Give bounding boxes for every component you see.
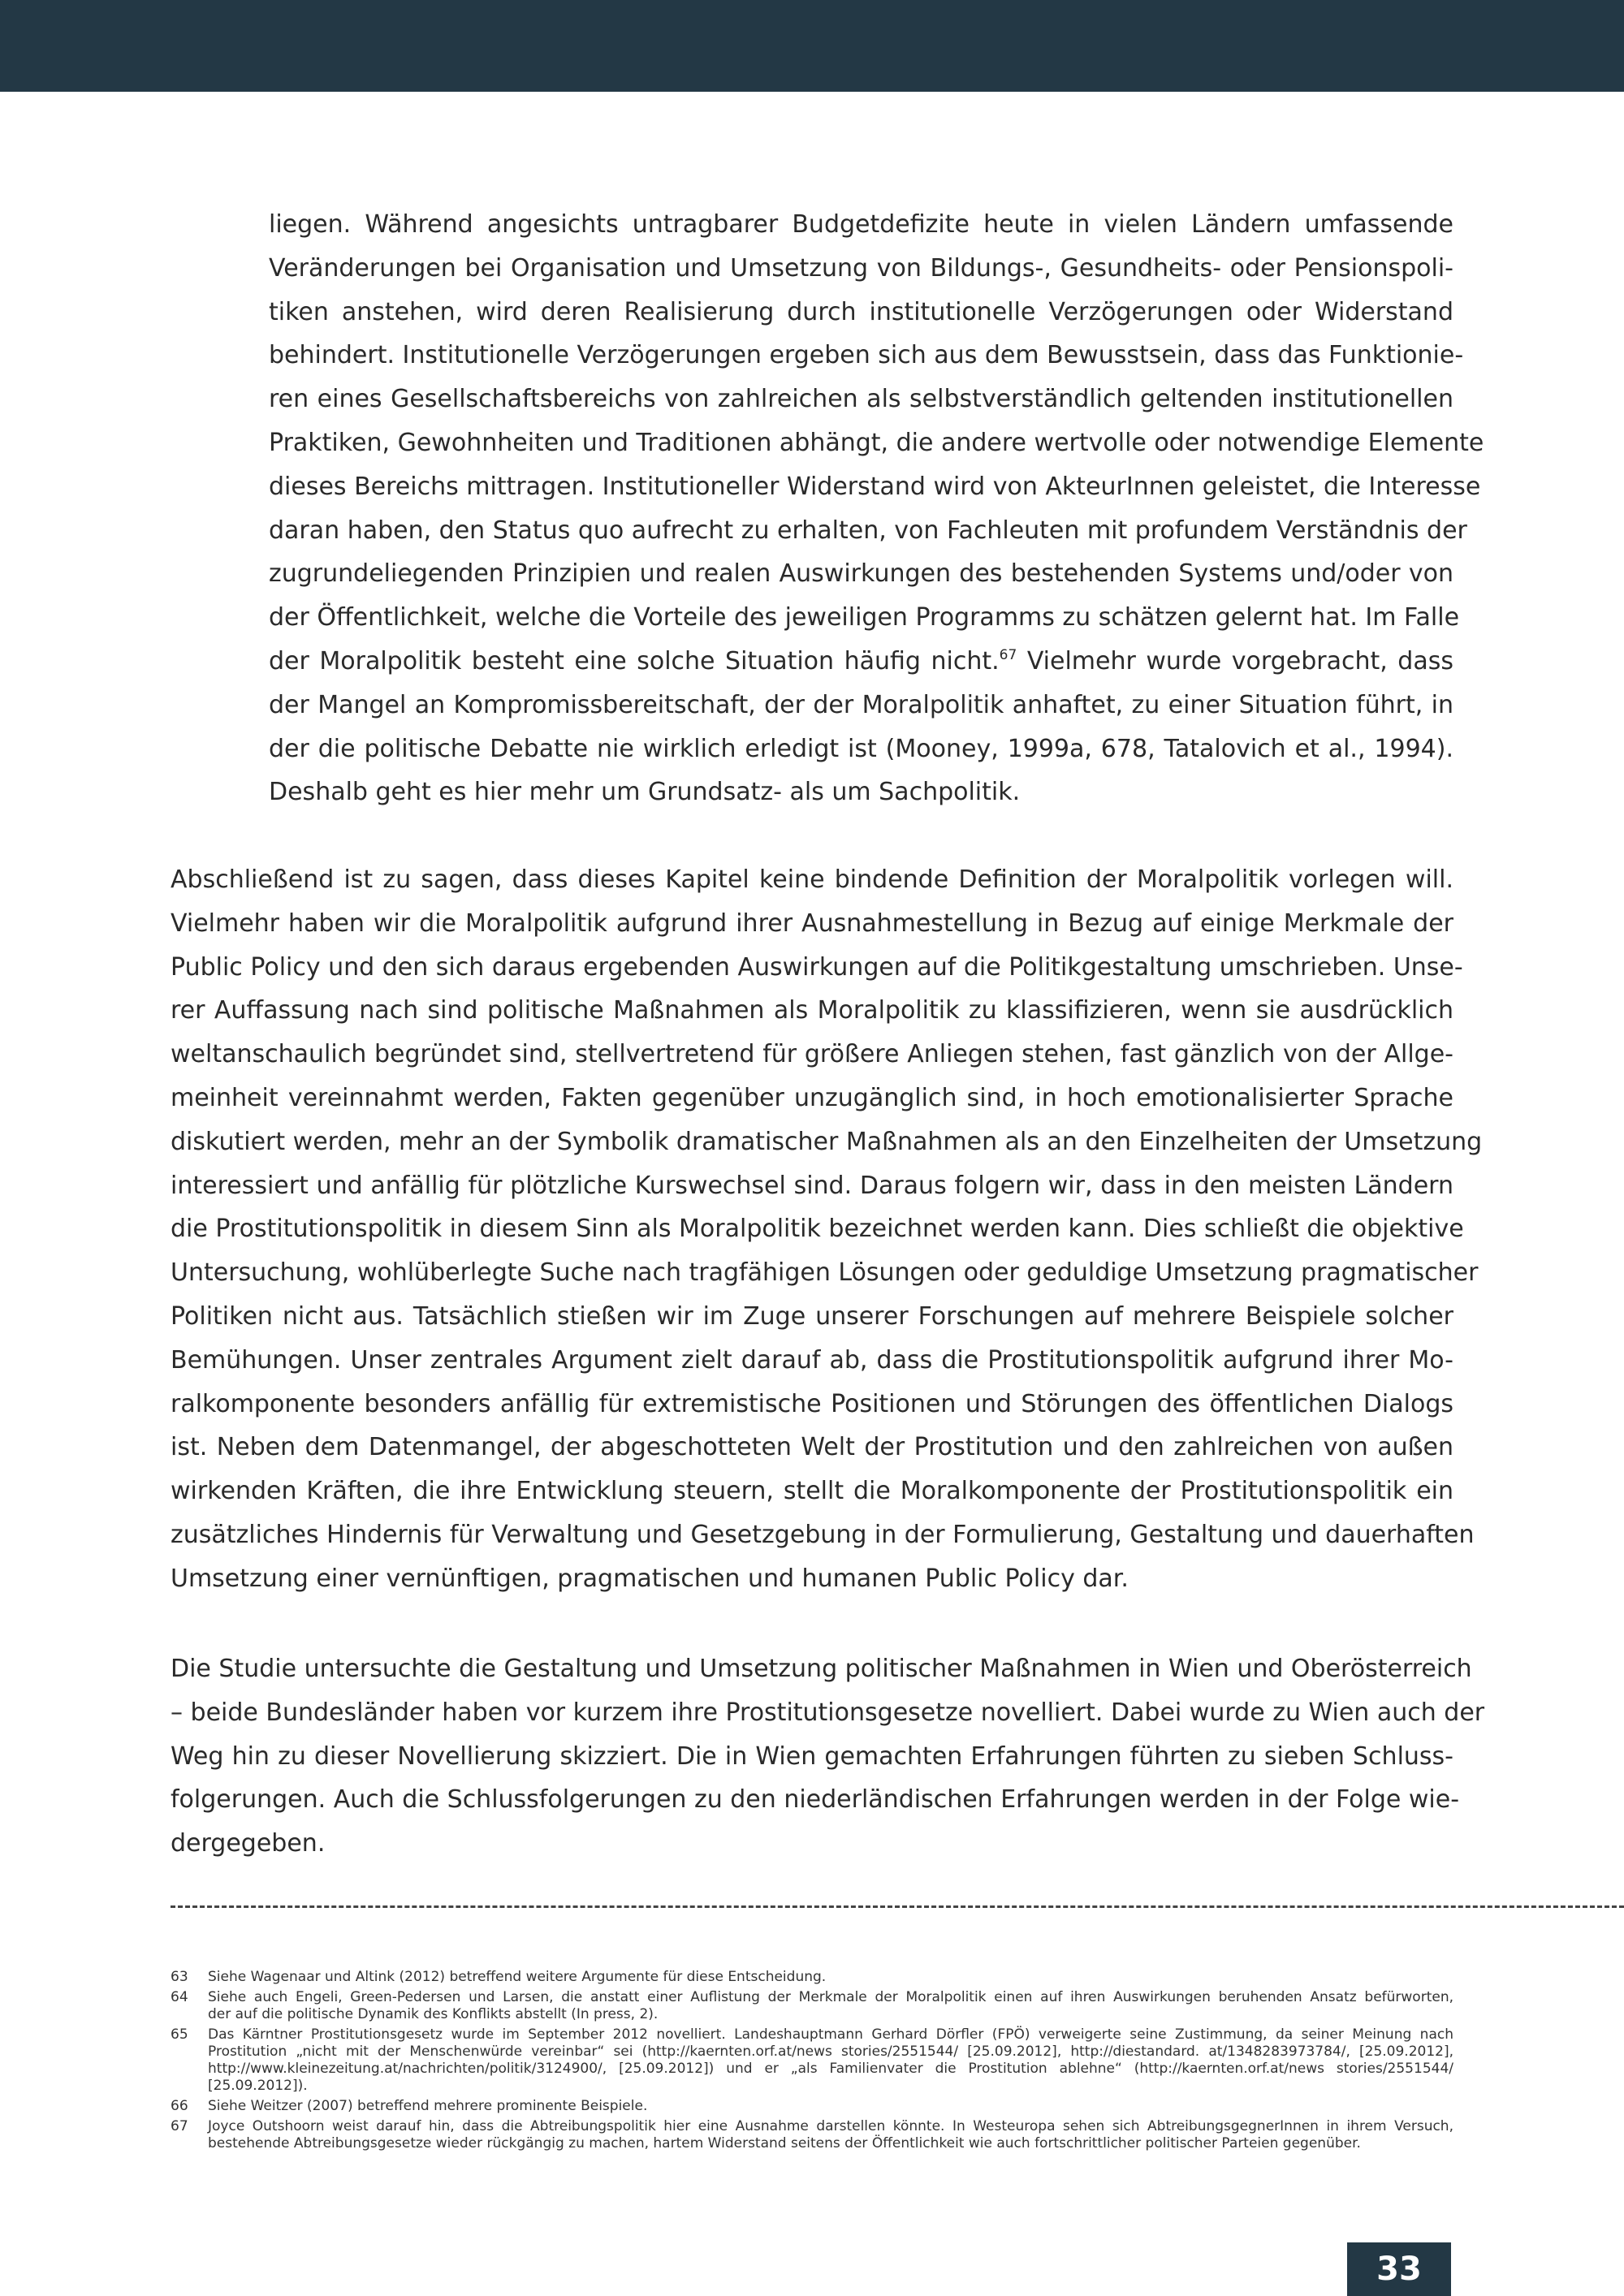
footnote-text: Das Kärntner Prostitutionsgesetz wurde im September 2012 novelliert. Landeshauptmann Gerhard Dörfler (FPÖ) verweigerte seine Zustimmung, da seiner Meinung nach <box>208 2026 1453 2043</box>
text-line-with-footnote-ref <box>269 640 1453 684</box>
footnote-ref-67[interactable]: 67 <box>999 646 1017 663</box>
text-line: der Öffentlichkeit, welche die Vorteile des jeweiligen Programms zu schätzen gelernt hat. Im Falle <box>269 603 1460 632</box>
text-line: meinheit vereinnahmt werden, Fakten gegenüber unzugänglich sind, in hoch emotionalisierter Sprache <box>171 1083 1453 1112</box>
text-line: der Mangel an Kompromissbereitschaft, der der Moralpolitik anhaftet, zu einer Situation führt, in <box>269 690 1453 719</box>
footnote-text: Siehe auch Engeli, Green-Pedersen und Larsen, die anstatt einer Auflistung der Merkmale der Moralpolitik einen auf ihren Auswirkungen beruhenden Ansatz befürworten, <box>208 1989 1453 2005</box>
text-segment: der Moralpolitik besteht eine solche Situation häufig nicht. <box>269 646 1000 675</box>
text-segment: Vielmehr wurde vorgebracht, dass <box>1017 646 1453 675</box>
body-paragraph-2 <box>171 1647 1485 1866</box>
footnote-text: http://www.kleinezeitung.at/nachrichten/politik/3124900/, [25.09.2012]) und er „als Familienvater die Prostitution ablehne“ (http://kaernten.orf.at/news stories/2551544/ <box>208 2061 1453 2077</box>
footnote-text: Siehe Weitzer (2007) betreffend mehrere prominente Beispiele. <box>208 2098 648 2114</box>
text-line: Public Policy und den sich daraus ergebenden Auswirkungen auf die Politikgestaltung umschrieben. Unse- <box>171 952 1463 982</box>
footnote-text: Joyce Outshoorn weist darauf hin, dass die Abtreibungspolitik hier eine Ausnahme darstellen könnte. In Westeuropa sehen sich AbtreibungsgegnerInnen in ihrem Versuch, <box>208 2118 1453 2134</box>
footnote-divider <box>171 1905 1624 1908</box>
text-line: liegen. Während angesichts untragbarer Budgetdefizite heute in vielen Ländern umfassende <box>269 210 1453 239</box>
footnote-number: 66 <box>171 2098 188 2114</box>
header-bar <box>0 0 1624 92</box>
text-line: Praktiken, Gewohnheiten und Traditionen abhängt, die andere wertvolle oder notwendige Elemente <box>269 428 1484 457</box>
page-number: 33 <box>1347 2242 1451 2296</box>
footnote-text: Siehe Wagenaar und Altink (2012) betreffend weitere Argumente für diese Entscheidung. <box>208 1969 827 1985</box>
text-line: behindert. Institutionelle Verzögerungen ergeben sich aus dem Bewusstsein, dass das Funktionie- <box>269 341 1464 370</box>
footnote-63 <box>171 1969 1453 1986</box>
footnote-text: Prostitution „nicht mit der Menschenwürde vereinbar“ sei (http://kaernten.orf.at/news stories/2551544/ [25.09.2012], http://diestandard. at/1348283973784/, [25.09.2012], <box>208 2044 1453 2060</box>
footnote-number: 65 <box>171 2026 188 2043</box>
text-line: Vielmehr haben wir die Moralpolitik aufgrund ihrer Ausnahmestellung in Bezug auf einige Merkmale der <box>171 908 1453 938</box>
footnotes <box>171 1969 1453 2156</box>
footnote-64 <box>171 1989 1453 2023</box>
text-line: – beide Bundesländer haben vor kurzem ihre Prostitutionsgesetze novelliert. Dabei wurde zu Wien auch der <box>171 1698 1485 1727</box>
text-line: dieses Bereichs mittragen. Institutioneller Widerstand wird von AkteurInnen geleistet, die Interesse <box>269 472 1481 501</box>
text-line: zusätzliches Hindernis für Verwaltung und Gesetzgebung in der Formulierung, Gestaltung und dauerhaften <box>171 1520 1475 1549</box>
footnote-67 <box>171 2118 1453 2152</box>
text-line: Bemühungen. Unser zentrales Argument zielt darauf ab, dass die Prostitutionspolitik aufgrund ihrer Mo- <box>171 1345 1453 1375</box>
text-line: Abschließend ist zu sagen, dass dieses Kapitel keine bindende Definition der Moralpolitik vorlegen will. <box>171 865 1453 894</box>
text-line: ren eines Gesellschaftsbereichs von zahlreichen als selbstverständlich geltenden institutionellen <box>269 385 1453 414</box>
text-line: Politiken nicht aus. Tatsächlich stießen wir im Zuge unserer Forschungen auf mehrere Beispiele solcher <box>171 1301 1453 1331</box>
text-line: ralkomponente besonders anfällig für extremistische Positionen und Störungen des öffentlichen Dialogs <box>171 1389 1453 1418</box>
text-line: Deshalb geht es hier mehr um Grundsatz- als um Sachpolitik. <box>269 778 1021 807</box>
footnote-number: 63 <box>171 1969 188 1985</box>
text-line: rer Auffassung nach sind politische Maßnahmen als Moralpolitik zu klassifizieren, wenn sie ausdrücklich <box>171 996 1453 1025</box>
footnote-number: 67 <box>171 2118 188 2134</box>
text-line: Umsetzung einer vernünftigen, pragmatischen und humanen Public Policy dar. <box>171 1564 1129 1593</box>
footnote-number: 64 <box>171 1989 188 2005</box>
text-line: tiken anstehen, wird deren Realisierung durch institutionelle Verzögerungen oder Widerstand <box>269 297 1453 326</box>
footnote-text: der auf die politische Dynamik des Konflikts abstellt (In press, 2). <box>208 2006 659 2022</box>
text-line: dergegeben. <box>171 1829 326 1858</box>
text-line: daran haben, den Status quo aufrecht zu erhalten, von Fachleuten mit profundem Verständnis der <box>269 516 1467 545</box>
text-line: weltanschaulich begründet sind, stellvertretend für größere Anliegen stehen, fast gänzlich von der Allge- <box>171 1040 1453 1069</box>
footnote-65 <box>171 2026 1453 2095</box>
text-line: Die Studie untersuchte die Gestaltung und Umsetzung politischer Maßnahmen in Wien und Oberösterreich <box>171 1655 1472 1683</box>
text-line: Veränderungen bei Organisation und Umsetzung von Bildungs-, Gesundheits- oder Pensionspoli- <box>269 253 1453 283</box>
footnote-text: bestehende Abtreibungsgesetze wieder rückgängig zu machen, hartem Widerstand seitens der Öffentlichkeit wie auch fortschrittlicher politischer Parteien gegenüber. <box>208 2135 1361 2151</box>
text-line: folgerungen. Auch die Schlussfolgerungen zu den niederländischen Erfahrungen werden in der Folge wie- <box>171 1785 1460 1815</box>
indented-paragraph <box>269 203 1484 814</box>
text-line: Weg hin zu dieser Novellierung skizziert. Die in Wien gemachten Erfahrungen führten zu sieben Schluss- <box>171 1741 1453 1771</box>
text-line: interessiert und anfällig für plötzliche Kurswechsel sind. Daraus folgern wir, dass in den meisten Ländern <box>171 1171 1453 1200</box>
text-line: ist. Neben dem Datenmangel, der abgeschotteten Welt der Prostitution und den zahlreichen von außen <box>171 1433 1453 1462</box>
text-line: wirkenden Kräften, die ihre Entwicklung steuern, stellt die Moralkomponente der Prostitutionspolitik ein <box>171 1477 1453 1506</box>
body-paragraph-1 <box>171 858 1483 1601</box>
text-line: die Prostitutionspolitik in diesem Sinn als Moralpolitik bezeichnet werden kann. Dies schließt die objektive <box>171 1215 1464 1244</box>
footnote-text: [25.09.2012]). <box>208 2078 308 2094</box>
text-line: zugrundeliegenden Prinzipien und realen Auswirkungen des bestehenden Systems und/oder von <box>269 559 1453 589</box>
text-line: Untersuchung, wohlüberlegte Suche nach tragfähigen Lösungen oder geduldige Umsetzung pragmatischer <box>171 1258 1479 1288</box>
footnote-66 <box>171 2098 1453 2115</box>
text-line: der die politische Debatte nie wirklich erledigt ist (Mooney, 1999a, 678, Tatalovich et al., 1994). <box>269 734 1453 763</box>
text-line: diskutiert werden, mehr an der Symbolik dramatischer Maßnahmen als an den Einzelheiten der Umsetzung <box>171 1127 1483 1156</box>
